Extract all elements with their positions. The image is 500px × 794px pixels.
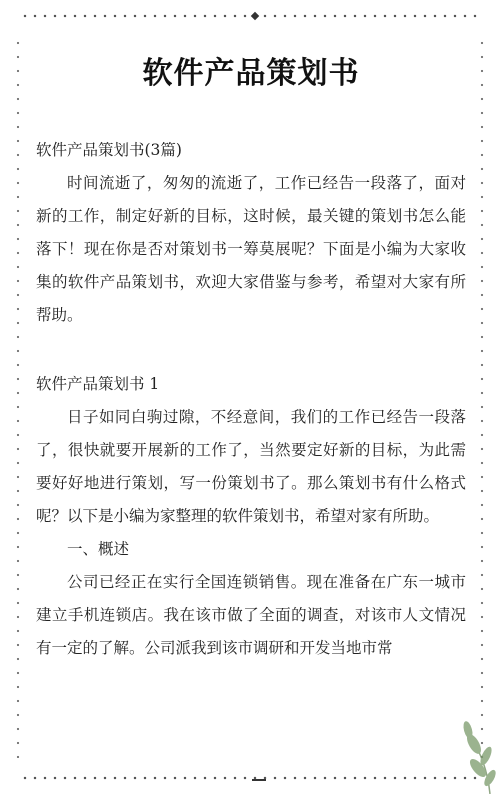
leaf-sprig-icon bbox=[430, 684, 500, 794]
overview-paragraph: 公司已经正在实行全国连锁销售。现在准备在广东一城市建立手机连锁店。我在该市做了全面的调查，对该市人文情况有一定的了解。公司派我到该市调研和开发当地市常 bbox=[36, 573, 466, 657]
left-dotted-border bbox=[16, 36, 20, 758]
document-title: 软件产品策划书 bbox=[142, 56, 360, 91]
intro-heading: 软件产品策划书(3篇) bbox=[36, 141, 182, 159]
document-body bbox=[36, 0, 466, 665]
section1-paragraph: 日子如同白驹过隙，不经意间，我们的工作已经告一段落了，很快就要开展新的工作了，当然要定好新的目标，为此需要好好地进行策划，写一份策划书了。那么策划书有什么格式呢？以下是小编为家整理的软件策划书，希望对家有所助。 bbox=[36, 408, 466, 525]
bottom-dotted-border bbox=[20, 776, 480, 780]
overview-heading: 一、概述 bbox=[67, 540, 130, 558]
bottom-dash-ornament bbox=[252, 779, 266, 781]
intro-paragraph: 时间流逝了，匆匆的流逝了，工作已经告一段落了，面对新的工作，制定好新的目标，这时候，最关键的策划书怎么能落下！现在你是否对策划书一筹莫展呢？下面是小编为大家收集的软件产品策划书，欢迎大家借鉴与参考，希望对大家有所帮助。 bbox=[36, 174, 466, 324]
right-dotted-border bbox=[480, 36, 484, 758]
section1-heading: 软件产品策划书 1 bbox=[36, 375, 160, 393]
